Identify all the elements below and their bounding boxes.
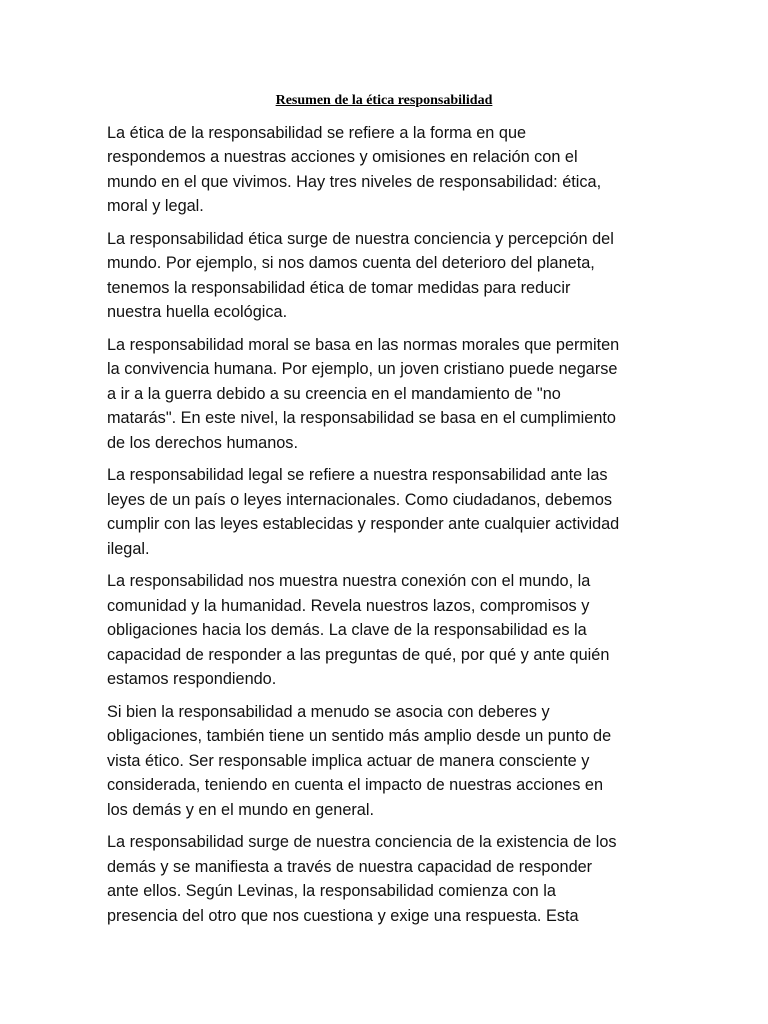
- text-line: La responsabilidad nos muestra nuestra conexión con el mundo, la: [107, 572, 591, 591]
- text-line: moral y legal.: [107, 197, 204, 216]
- paragraph-3: [107, 333, 667, 455]
- text-line: tenemos la responsabilidad ética de tomar medidas para reducir: [107, 278, 571, 297]
- text-line: mundo. Por ejemplo, si nos damos cuenta del deterioro del planeta,: [107, 254, 595, 273]
- text-line: La responsabilidad ética surge de nuestra conciencia y percepción del: [107, 230, 614, 249]
- paragraph-7: [107, 830, 667, 928]
- text-line: nuestra huella ecológica.: [107, 303, 288, 322]
- text-line: de los derechos humanos.: [107, 433, 298, 452]
- document-body: [107, 121, 667, 936]
- text-line: obligaciones hacia los demás. La clave de la responsabilidad es la: [107, 621, 587, 640]
- text-line: La responsabilidad legal se refiere a nuestra responsabilidad ante las: [107, 466, 608, 485]
- paragraph-4: [107, 463, 667, 561]
- text-line: considerada, teniendo en cuenta el impacto de nuestras acciones en: [107, 776, 604, 795]
- text-line: ilegal.: [107, 539, 150, 558]
- text-line: comunidad y la humanidad. Revela nuestros lazos, compromisos y: [107, 596, 590, 615]
- text-line: Si bien la responsabilidad a menudo se asocia con deberes y: [107, 702, 550, 721]
- text-line: La ética de la responsabilidad se refiere a la forma en que: [107, 124, 527, 142]
- text-line: estamos respondiendo.: [107, 670, 277, 689]
- text-line: a ir a la guerra debido a su creencia en el mandamiento de "no: [107, 384, 561, 403]
- text-line: matarás". En este nivel, la responsabilidad se basa en el cumplimiento: [107, 409, 616, 428]
- text-line: la convivencia humana. Por ejemplo, un joven cristiano puede negarse: [107, 360, 618, 379]
- paragraph-6: [107, 700, 667, 822]
- text-line: demás y se manifiesta a través de nuestra capacidad de responder: [107, 857, 593, 876]
- text-line: mundo en el que vivimos. Hay tres niveles de responsabilidad: ética,: [107, 172, 602, 191]
- text-line: La responsabilidad moral se basa en las normas morales que permiten: [107, 336, 620, 355]
- text-line: capacidad de responder a las preguntas de qué, por qué y ante quién: [107, 645, 610, 664]
- text-line: La responsabilidad surge de nuestra conciencia de la existencia de los: [107, 833, 617, 852]
- paragraph-1: [107, 121, 667, 219]
- text-line: vista ético. Ser responsable implica actuar de manera consciente y: [107, 751, 590, 770]
- text-line: presencia del otro que nos cuestiona y exige una respuesta. Esta: [107, 906, 579, 925]
- paragraph-5: [107, 569, 667, 691]
- document-title: Resumen de la ética responsabilidad: [275, 93, 493, 108]
- text-line: leyes de un país o leyes internacionales. Como ciudadanos, debemos: [107, 490, 613, 509]
- text-line: respondemos a nuestras acciones y omisiones en relación con el: [107, 148, 578, 167]
- text-line: ante ellos. Según Levinas, la responsabilidad comienza con la: [107, 882, 556, 901]
- text-line: cumplir con las leyes establecidas y responder ante cualquier actividad: [107, 515, 620, 534]
- paragraph-2: [107, 227, 667, 325]
- text-line: los demás y en el mundo en general.: [107, 800, 374, 819]
- text-line: obligaciones, también tiene un sentido más amplio desde un punto de: [107, 727, 612, 746]
